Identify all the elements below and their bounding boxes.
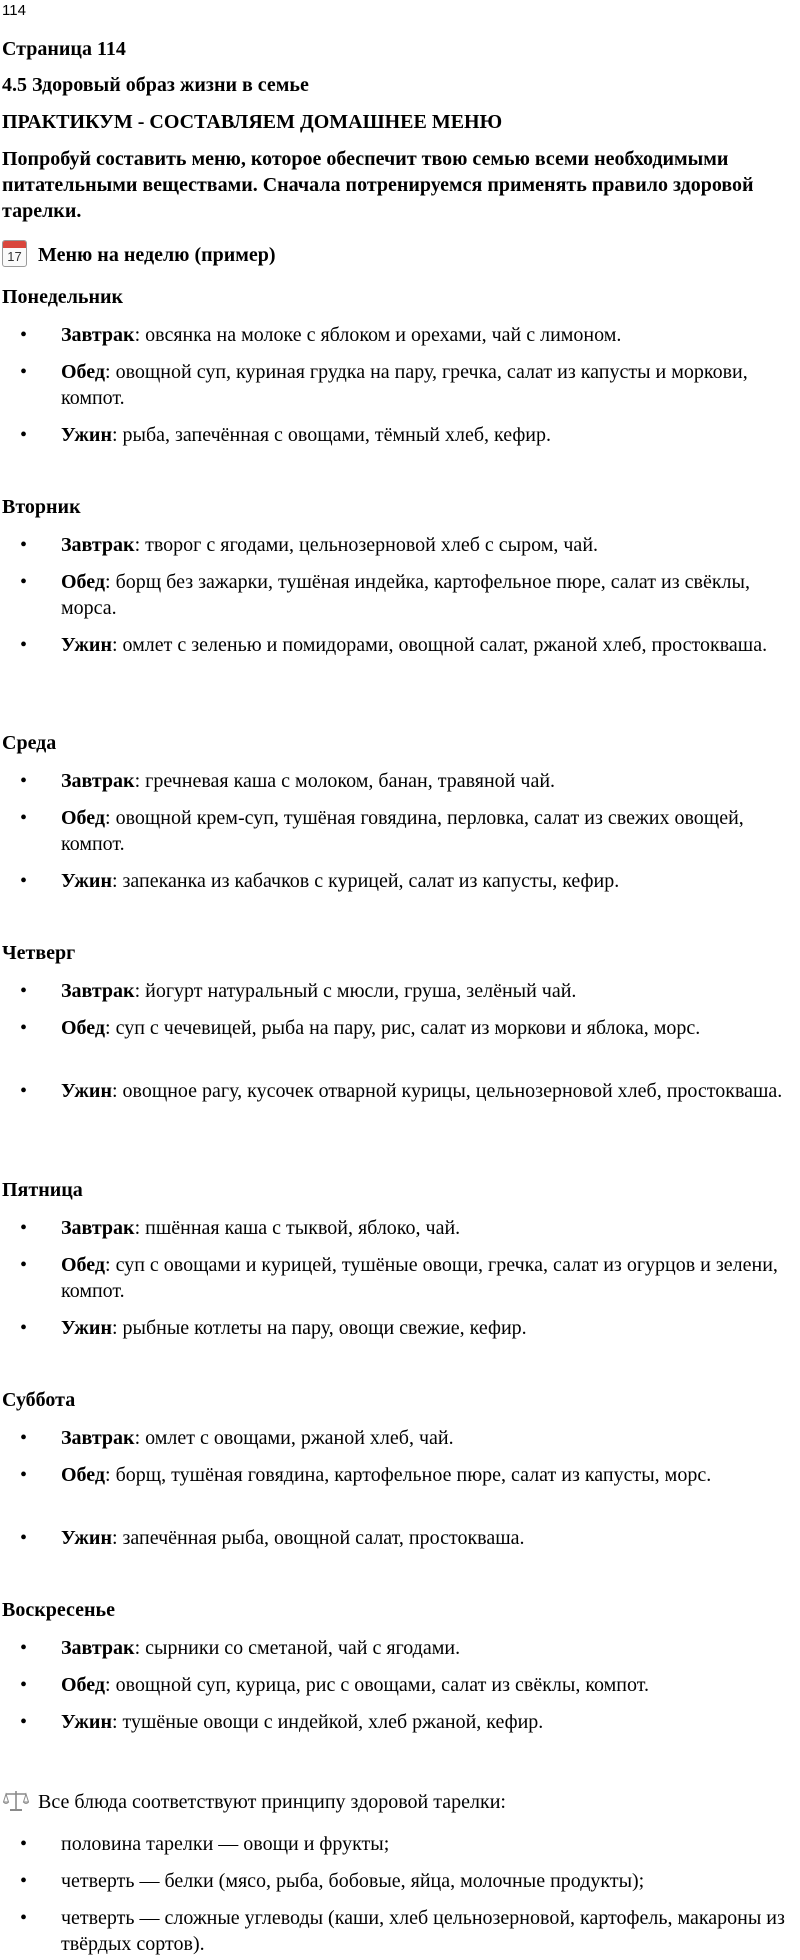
meal-name: Ужин bbox=[61, 1317, 112, 1339]
meal-text: : омлет с зеленью и помидорами, овощной салат, ржаной хлеб, простокваша. bbox=[111, 634, 768, 656]
bullet: • bbox=[20, 634, 28, 656]
meal-name: Ужин bbox=[61, 870, 112, 892]
bullet: • bbox=[20, 1217, 28, 1239]
bullet: • bbox=[20, 770, 28, 792]
summary-intro: Все блюда соответствуют принципу здоровой тарелки: bbox=[38, 1791, 506, 1813]
bullet: • bbox=[20, 1711, 28, 1733]
day-title: Вторник bbox=[2, 496, 81, 518]
day-title: Среда bbox=[2, 732, 57, 754]
meal-text: : пшённая каша с тыквой, яблоко, чай. bbox=[134, 1217, 461, 1239]
meal-name: Завтрак bbox=[61, 1637, 135, 1659]
meal-name: Обед bbox=[61, 1464, 106, 1486]
bullet: • bbox=[20, 1527, 28, 1549]
meal-text: : йогурт натуральный с мюсли, груша, зелёный чай. bbox=[134, 980, 577, 1002]
meal-text: : запечённая рыба, овощной салат, простокваша. bbox=[111, 1527, 525, 1549]
summary-item-text: четверть — белки (мясо, рыба, бобовые, яйца, молочные продукты); bbox=[61, 1870, 645, 1892]
meal-text: : овощной суп, куриная грудка на пару, гречка, салат из капусты и моркови, компот. bbox=[61, 361, 748, 409]
meal-name: Обед bbox=[61, 807, 106, 829]
meal-name: Завтрак bbox=[61, 1427, 135, 1449]
meal-name: Завтрак bbox=[61, 1217, 135, 1239]
meal-text: : гречневая каша с молоком, банан, травяной чай. bbox=[134, 770, 556, 792]
meal-text: : творог с ягодами, цельнозерновой хлеб с сыром, чай. bbox=[134, 534, 599, 556]
meal-text: : борщ, тушёная говядина, картофельное пюре, салат из капусты, морс. bbox=[105, 1464, 712, 1486]
bullet: • bbox=[20, 361, 28, 383]
meal-text: : запеканка из кабачков с курицей, салат из капусты, кефир. bbox=[111, 870, 620, 892]
meal-text: : рыбные котлеты на пару, овощи свежие, кефир. bbox=[111, 1317, 527, 1339]
meal-name: Завтрак bbox=[61, 324, 135, 346]
day-title: Понедельник bbox=[2, 286, 124, 308]
day-title: Воскресенье bbox=[2, 1599, 115, 1621]
meal-text: : овощное рагу, кусочек отварной курицы, цельнозерновой хлеб, простокваша. bbox=[111, 1080, 783, 1102]
meal-name: Ужин bbox=[61, 1080, 112, 1102]
meal-name: Завтрак bbox=[61, 534, 135, 556]
bullet: • bbox=[20, 1254, 28, 1276]
bullet: • bbox=[20, 1674, 28, 1696]
meal-name: Обед bbox=[61, 571, 106, 593]
summary-item-text: половина тарелки — овощи и фрукты; bbox=[61, 1833, 390, 1855]
bullet: • bbox=[20, 980, 28, 1002]
day-title: Четверг bbox=[2, 942, 76, 964]
bullet: • bbox=[20, 1637, 28, 1659]
bullet: • bbox=[20, 807, 28, 829]
calendar-icon-number: 17 bbox=[7, 249, 22, 264]
summary-item-text: четверть — сложные углеводы (каши, хлеб цельнозерновой, картофель, макароны из твёрдых сортов). bbox=[61, 1907, 785, 1955]
bullet: • bbox=[20, 424, 28, 446]
bullet: • bbox=[20, 1907, 28, 1929]
meal-text: : омлет с овощами, ржаной хлеб, чай. bbox=[134, 1427, 454, 1449]
meal-name: Обед bbox=[61, 361, 106, 383]
meal-text: : овощной суп, курица, рис с овощами, салат из свёклы, компот. bbox=[105, 1674, 649, 1696]
page-number: 114 bbox=[2, 2, 26, 19]
meal-name: Обед bbox=[61, 1674, 106, 1696]
meal-text: : тушёные овощи с индейкой, хлеб ржаной, кефир. bbox=[111, 1711, 544, 1733]
meal-name: Обед bbox=[61, 1017, 106, 1039]
meal-text: : рыба, запечённая с овощами, тёмный хлеб, кефир. bbox=[111, 424, 552, 446]
intro-paragraph: Попробуй составить меню, которое обеспечит твою семью всеми необходимыми питательными веществами. Сначала потренируемся применять правило здоровой тарелки. bbox=[2, 148, 754, 222]
bullet: • bbox=[20, 571, 28, 593]
bullet: • bbox=[20, 870, 28, 892]
section-title: 4.5 Здоровый образ жизни в семье bbox=[2, 74, 309, 96]
meal-text: : овощной крем-суп, тушёная говядина, перловка, салат из свежих овощей, компот. bbox=[61, 807, 744, 855]
bullet: • bbox=[20, 1080, 28, 1102]
practicum-title: ПРАКТИКУМ - СОСТАВЛЯЕМ ДОМАШНЕЕ МЕНЮ bbox=[2, 111, 503, 133]
meal-text: : сырники со сметаной, чай с ягодами. bbox=[134, 1637, 461, 1659]
menu-title: Меню на неделю (пример) bbox=[38, 244, 276, 266]
meal-text: : борщ без зажарки, тушёная индейка, картофельное пюре, салат из свёклы, морса. bbox=[61, 571, 750, 619]
meal-name: Ужин bbox=[61, 1711, 112, 1733]
bullet: • bbox=[20, 324, 28, 346]
bullet: • bbox=[20, 1427, 28, 1449]
day-title: Пятница bbox=[2, 1179, 83, 1201]
bullet: • bbox=[20, 534, 28, 556]
bullet: • bbox=[20, 1464, 28, 1486]
bullet: • bbox=[20, 1870, 28, 1892]
meal-name: Завтрак bbox=[61, 980, 135, 1002]
meal-name: Ужин bbox=[61, 1527, 112, 1549]
bullet: • bbox=[20, 1317, 28, 1339]
page-label: Страница 114 bbox=[2, 38, 126, 60]
meal-text: : суп с овощами и курицей, тушёные овощи, гречка, салат из огурцов и зелени, компот. bbox=[61, 1254, 778, 1302]
meal-text: : овсянка на молоке с яблоком и орехами, чай с лимоном. bbox=[134, 324, 622, 346]
meal-name: Ужин bbox=[61, 634, 112, 656]
meal-name: Завтрак bbox=[61, 770, 135, 792]
calendar-icon bbox=[2, 240, 27, 267]
meal-name: Ужин bbox=[61, 424, 112, 446]
day-title: Суббота bbox=[2, 1389, 76, 1411]
scales-icon bbox=[3, 1788, 29, 1814]
bullet: • bbox=[20, 1833, 28, 1855]
meal-text: : суп с чечевицей, рыба на пару, рис, салат из моркови и яблока, морс. bbox=[105, 1017, 701, 1039]
bullet: • bbox=[20, 1017, 28, 1039]
meal-name: Обед bbox=[61, 1254, 106, 1276]
